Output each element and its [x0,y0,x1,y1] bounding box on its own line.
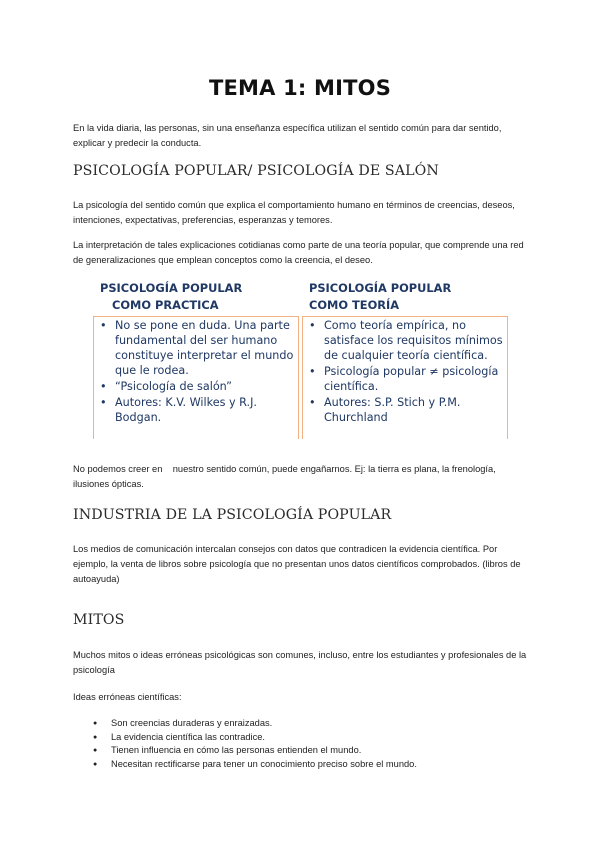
figure-list-item: • “Psicología de salón” [98,379,296,394]
section-heading-industria: INDUSTRIA DE LA PSICOLOGÍA POPULAR [73,507,392,523]
list-item: ● Necesitan rectificarse para tener un conocimiento preciso sobre el mundo. [93,758,513,772]
figure-heading-line: COMO TEORÍA [309,298,400,312]
paragraph-sentido-comun-engana: No podemos creer en nuestro sentido común, puede engañarnos. Ej: la tierra es plana, la frenología, ilusiones ópticas. [73,464,499,489]
ideas-erroneas-list [93,717,513,771]
figure-list-item: • Autores: S.P. Stich y P.M. Churchland [307,395,505,425]
figure-heading-line: PSICOLOGÍA POPULAR [100,281,243,295]
paragraph-ideas-erroneas: Ideas erróneas científicas: [73,692,182,702]
figure-box-heading [309,280,504,314]
comparison-figure [93,278,508,438]
page-title: TEMA 1: MITOS [208,76,392,100]
section-heading-mitos: MITOS [73,612,125,628]
paragraph-mitos: Muchos mitos o ideas erróneas psicológicas son comunes, incluso, entre los estudiantes y profesionales de la psicología [73,650,527,675]
list-item: ● Tienen influencia en cómo las personas entienden el mundo. [93,744,513,758]
figure-box-teoria [302,278,508,438]
figure-list-item: • Como teoría empírica, no satisface los requisitos mínimos de cualquier teoría científica. [307,318,505,363]
paragraph-medios: Los medios de comunicación intercalan consejos con datos que contradicen la evidencia científica. Por ejemplo, la venta de libros sobre psicología que no presentan unos datos científicos comprobados. (libros de autoayuda) [73,544,521,584]
figure-box-body [302,316,508,439]
intro-paragraph: En la vida diaria, las personas, sin una enseñanza específica utilizan el sentido común para dar sentido, explicar y predecir la conducta. [73,123,502,148]
paragraph-sentido-comun: La psicología del sentido común que explica el comportamiento humano en términos de creencias, deseos, intenciones, expectativas, preferencias, esperanzas y temores. [73,200,515,225]
figure-list-item: • Psicología popular ≠ psicología científica. [307,364,505,394]
figure-heading-line: PSICOLOGÍA POPULAR [309,281,452,295]
figure-list [98,318,296,426]
figure-list-item: • Autores: K.V. Wilkes y R.J. Bodgan. [98,395,296,425]
figure-list [307,318,505,426]
figure-box-practica [93,278,299,438]
figure-list-item: • No se pone en duda. Una parte fundamental del ser humano constituye interpretar el mundo que le rodea. [98,318,296,378]
figure-heading-line: COMO PRACTICA [112,298,219,312]
section-heading-psicologia-popular: PSICOLOGÍA POPULAR/ PSICOLOGÍA DE SALÓN [73,163,439,179]
figure-box-body [93,316,299,439]
paragraph-interpretacion: La interpretación de tales explicaciones cotidianas como parte de una teoría popular, que comprende una red de generalizaciones que emplean conceptos como la creencia, el deseo. [73,240,524,265]
list-item: ● La evidencia científica las contradice. [93,731,513,745]
figure-box-heading [100,280,295,314]
list-item: ● Son creencias duraderas y enraizadas. [93,717,513,731]
